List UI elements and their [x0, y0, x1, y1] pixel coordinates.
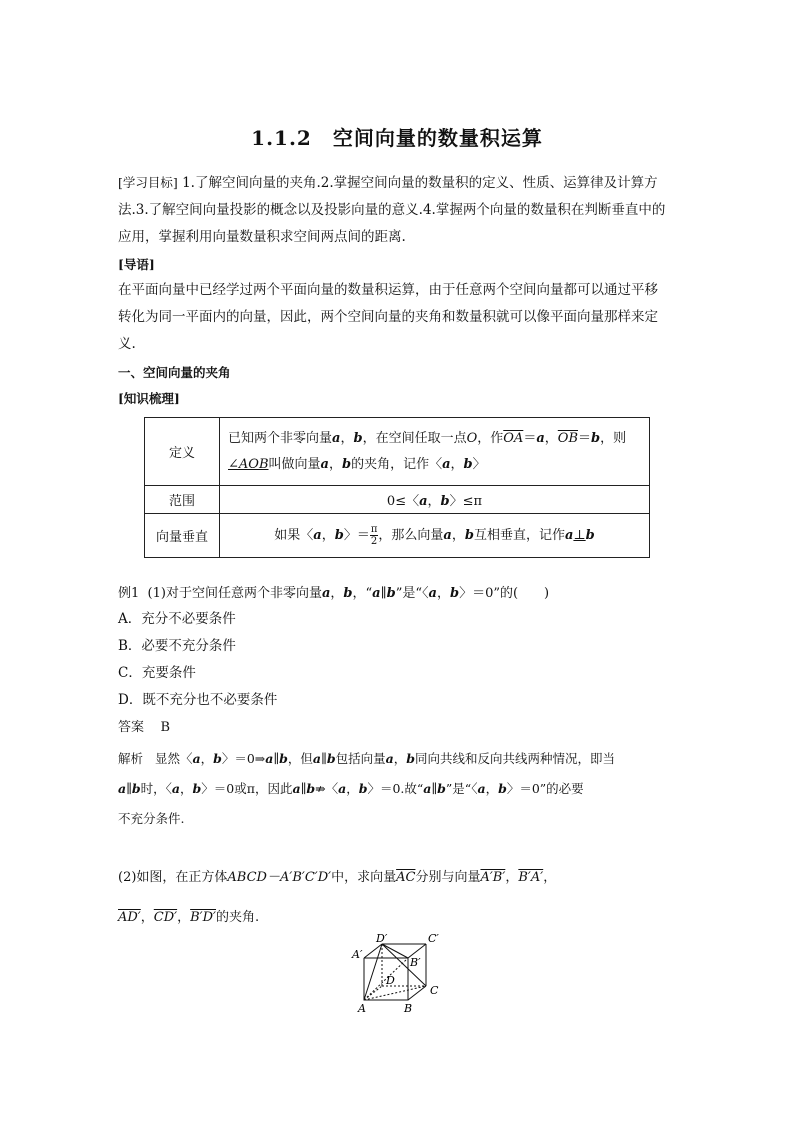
option-d: D．既不充分也不必要条件 [118, 692, 278, 708]
table-row-label: 定义 [145, 418, 220, 486]
page-title: 1.1.2 空间向量的数量积运算 [251, 126, 543, 150]
label-A: A [358, 1002, 366, 1015]
label-Bp: B′ [410, 956, 421, 969]
perpendicular-cell: 如果〈a，b〉＝ $\frac{\pi}{2}$ ，那么向量a，b互相垂直，记作a⊥b [220, 514, 650, 558]
objectives-tag: [学习目标] [118, 175, 178, 190]
table-row [145, 486, 650, 514]
option-c: C．充要条件 [118, 665, 196, 681]
pi-over-2-fraction: $\frac{\pi}{2}$ [370, 524, 378, 547]
label-Ap: A′ [352, 948, 363, 961]
section-heading: 一、空间向量的夹角 [118, 365, 231, 380]
intro-paragraph: 在平面向量中已经学过两个平面向量的数量积运算，由于任意两个空间向量都可以通过平移 转化为同一平面内的向量，因此，两个空间向量的夹角和数量积就可以像平面向量那样来定 义. [118, 282, 658, 352]
option-b: B．必要不充分条件 [118, 638, 236, 654]
table-row-label: 向量垂直 [145, 514, 220, 558]
example1-part2: (2)如图，在正方体ABCD－A′B′C′D′中，求向量$\overline{AC}$分别与向量A′B′，B′A′， AD′，CD′，B′D′的夹角. [118, 870, 557, 925]
solution-paragraph: 解析 显然〈a，b〉＝0⇒a∥b，但a∥b包括向量a，b同向共线和反向共线两种情况，即当 a∥b时，〈a，b〉＝0或π，因此a∥b⇏〈a，b〉＝0.故“a∥b”是“〈a，b〉＝0”的必要 不充分条件. [118, 751, 615, 826]
label-B: B [404, 1002, 413, 1015]
intro-tag: [导语] [118, 257, 155, 272]
definition-cell: 已知两个非零向量a，b，在空间任取一点O，作$\overline{OA}=a$，$\overline{OB}=b$，则 ∠AOB叫做向量a，b的夹角，记作〈a，b〉 [220, 418, 650, 486]
table-row [145, 514, 650, 558]
label-C: C [430, 984, 439, 997]
range-cell: 0≤〈a，b〉≤π [220, 486, 650, 514]
objectives-paragraph: [学习目标] 1.了解空间向量的夹角.2.掌握空间向量的数量积的定义、性质、运算律及计算方 法.3.了解空间向量投影的概念以及投影向量的意义.4.掌握两个向量的数量积在判断垂直中的 应用，掌握利用向量数量积求空间两点间的距离. [118, 175, 666, 245]
table-row-label: 范围 [145, 486, 220, 514]
cube-figure [340, 932, 450, 1016]
example1-question: 例1 (1)对于空间任意两个非零向量a，b，“a∥b”是“〈a，b〉＝0”的( ) [118, 586, 550, 601]
label-Cp: C′ [428, 932, 439, 945]
answer-line: 答案 B [118, 720, 171, 735]
option-a: A．充分不必要条件 [118, 611, 236, 627]
label-Dp: D′ [376, 932, 388, 945]
knowledge-table [144, 417, 650, 558]
knowledge-tag: [知识梳理] [118, 391, 180, 406]
table-row [145, 418, 650, 486]
label-D: D [386, 974, 395, 987]
